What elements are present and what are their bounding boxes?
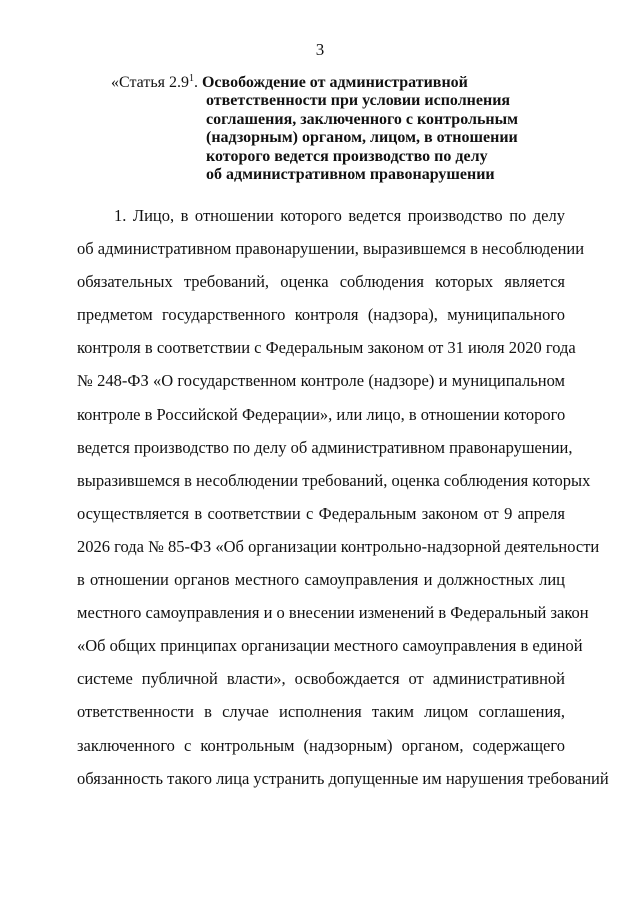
article-title-line: (надзорным) органом, лицом, в отношении [206, 129, 518, 147]
paragraph-line: выразившемся в несоблюдении требований, оценка соблюдения которых [77, 470, 591, 490]
paragraph-line: обязательных требований, оценка соблюдения которых является [77, 272, 565, 292]
article-title-line: об административном правонарушении [206, 166, 495, 184]
article-title-line: которого ведется производство по делу [206, 147, 488, 165]
article-paragraph [77, 199, 609, 795]
paragraph-line: в отношении органов местного самоуправления и должностных лиц [77, 570, 565, 590]
paragraph-line: осуществляется в соответствии с Федеральным законом от 9 апреля [77, 503, 565, 523]
article-heading [111, 74, 571, 184]
article-title-line: ответственности при условии исполнения [206, 92, 511, 110]
paragraph-line: 2026 года № 85-ФЗ «Об организации контрольно-надзорной деятельности [77, 536, 600, 556]
paragraph-line: 1. Лицо, в отношении которого ведется производство по делу [114, 206, 565, 225]
paragraph-line: контроля в соответствии с Федеральным законом от 31 июля 2020 года [77, 338, 576, 358]
paragraph-line: «Об общих принципах организации местного самоуправления в единой [77, 636, 583, 656]
paragraph-line: системе публичной власти», освобождается от административной [77, 669, 565, 689]
paragraph-line: контроле в Российской Федерации», или лицо, в отношении которого [77, 404, 566, 424]
article-title-line: соглашения, заключенного с контрольным [206, 110, 519, 128]
paragraph-line: ведется производство по делу об административном правонарушении, [77, 437, 573, 457]
article-label: «Статья $2.9^1$. [111, 73, 198, 91]
paragraph-line: об административном правонарушении, выразившемся в несоблюдении [77, 239, 585, 259]
article-title-line: Освобождение от административной [201, 74, 468, 91]
paragraph-line: предметом государственного контроля (надзора), муниципального [77, 305, 565, 325]
paragraph-line: обязанность такого лица устранить допущенные им нарушения требований [77, 768, 609, 788]
paragraph-line: заключенного с контрольным (надзорным) органом, содержащего [77, 735, 565, 755]
paragraph-line: № 248-ФЗ «О государственном контроле (надзоре) и муниципальном [77, 371, 565, 391]
paragraph-line: местного самоуправления и о внесении изменений в Федеральный закон [77, 603, 589, 623]
paragraph-line: ответственности в случае исполнения таким лицом соглашения, [77, 702, 565, 722]
page-number: 3 [315, 40, 325, 59]
